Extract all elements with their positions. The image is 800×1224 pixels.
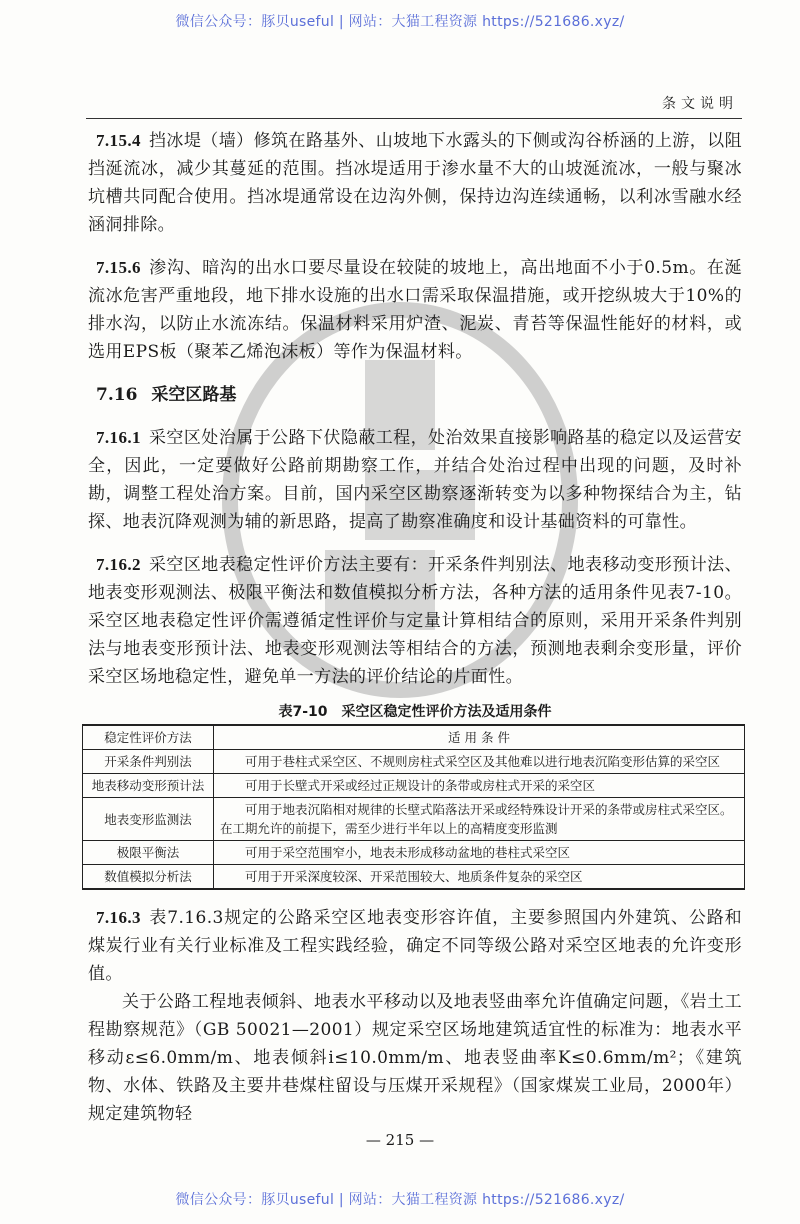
stability-methods-table bbox=[82, 724, 745, 890]
table-row bbox=[83, 750, 745, 774]
cell-method: 地表移动变形预计法 bbox=[83, 774, 214, 798]
section-7-16-2: 7.16.2 采空区地表稳定性评价方法主要有：开采条件判别法、地表移动变形预计法、地表变形观测法、极限平衡法和数值模拟分析方法，各种方法的适用条件见表7-10。采空区地表稳定性评价需遵循定性评价与定量计算相结合的原则，采用开采条件判别法与地表变形预计法、地表变形观测法等相结合的方法，预测地表剩余变形量，评价采空区场地稳定性，避免单一方法的评价结论的片面性。 bbox=[88, 555, 742, 687]
cell-method: 数值模拟分析法 bbox=[83, 865, 214, 890]
paragraph-deformation-limits: 关于公路工程地表倾斜、地表水平移动以及地表竖曲率允许值确定问题，《岩土工程勘察规范》（GB 50021—2001）规定采空区场地建筑适宜性的标准为：地表水平移动ε≤6.0mm/m、地表倾斜i≤10.0mm/m、地表竖曲率K≤0.6mm/m²；《建筑物、水体、铁路及主要井巷煤柱留设与压煤开采规程》（国家煤炭工业局，2000年）规定建筑物轻 bbox=[88, 992, 742, 1124]
cell-conditions: 可用于巷柱式采空区、不规则房柱式采空区及其他难以进行地表沉陷变形估算的采空区 bbox=[214, 750, 745, 774]
cell-method: 地表变形监测法 bbox=[83, 798, 214, 841]
page-header bbox=[0, 52, 800, 118]
header-conditions: 适 用 条 件 bbox=[214, 725, 745, 750]
table-caption: 表7-10 采空区稳定性评价方法及适用条件 bbox=[278, 704, 552, 720]
watermark-bottom: 微信公众号：豚贝useful | 网站：大猫工程资源 https://521686.xyz/ bbox=[175, 1192, 625, 1208]
cell-method: 极限平衡法 bbox=[83, 841, 214, 865]
table-row bbox=[83, 865, 745, 890]
section-7-15-4: 7.15.4 挡冰堤（墙）修筑在路基外、山坡地下水露头的下侧或沟谷桥涵的上游，以阻挡涎流冰，减少其蔓延的范围。挡冰堤适用于渗水量不大的山坡涎流冰，一般与聚冰坑槽共同配合使用。挡冰堤通常设在边沟外侧，保持边沟连续通畅，以利冰雪融水经涵洞排除。 bbox=[88, 131, 742, 235]
cell-conditions: 可用于开采深度较深、开采范围较大、地质条件复杂的采空区 bbox=[214, 865, 745, 890]
section-7-16-1: 7.16.1 采空区处治属于公路下伏隐蔽工程，处治效果直接影响路基的稳定以及运营安全，因此，一定要做好公路前期勘察工作，并结合处治过程中出现的问题，及时补勘，调整工程处治方案。目前，国内采空区勘察逐渐转变为以多种物探结合为主，钻探、地表沉降观测为辅的新思路，提高了勘察准确度和设计基础资料的可靠性。 bbox=[88, 428, 742, 532]
page-body bbox=[88, 118, 742, 1150]
table-row bbox=[83, 841, 745, 865]
table-row bbox=[83, 798, 745, 841]
table-header-row bbox=[83, 725, 745, 750]
watermark-top: 微信公众号：豚贝useful | 网站：大猫工程资源 https://521686.xyz/ bbox=[175, 14, 625, 30]
section-7-16-3: 7.16.3 表7.16.3规定的公路采空区地表变形容许值，主要参照国内外建筑、公路和煤炭行业有关行业标准及工程实践经验，确定不同等级公路对采空区地表的允许变形值。 bbox=[88, 908, 742, 984]
cell-conditions: 可用于采空范围窄小，地表未形成移动盆地的巷柱式采空区 bbox=[214, 841, 745, 865]
cell-conditions: 可用于长壁式开采或经过正规设计的条带或房柱式开采的采空区 bbox=[214, 774, 745, 798]
cell-method: 开采条件判别法 bbox=[83, 750, 214, 774]
section-heading-7-16: 7.16 采空区路基 bbox=[96, 385, 237, 405]
cell-conditions: 可用于地表沉陷相对规律的长壁式陷落法开采或经特殊设计开采的条带或房柱式采空区。在工期允许的前提下，需至少进行半年以上的高精度变形监测 bbox=[214, 798, 745, 841]
header-method: 稳定性评价方法 bbox=[83, 725, 214, 750]
section-7-15-6: 7.15.6 渗沟、暗沟的出水口要尽量设在较陡的坡地上，高出地面不小于0.5m。在涎流冰危害严重地段，地下排水设施的出水口需采取保温措施，或开挖纵坡大于10%的排水沟，以防止水流冻结。保温材料采用炉渣、泥炭、青苔等保温性能好的材料，或选用EPS板（聚苯乙烯泡沫板）等作为保温材料。 bbox=[88, 258, 742, 362]
table-row bbox=[83, 774, 745, 798]
page-number: — 215 — bbox=[365, 1131, 435, 1149]
running-header: 条文说明 bbox=[662, 96, 738, 112]
